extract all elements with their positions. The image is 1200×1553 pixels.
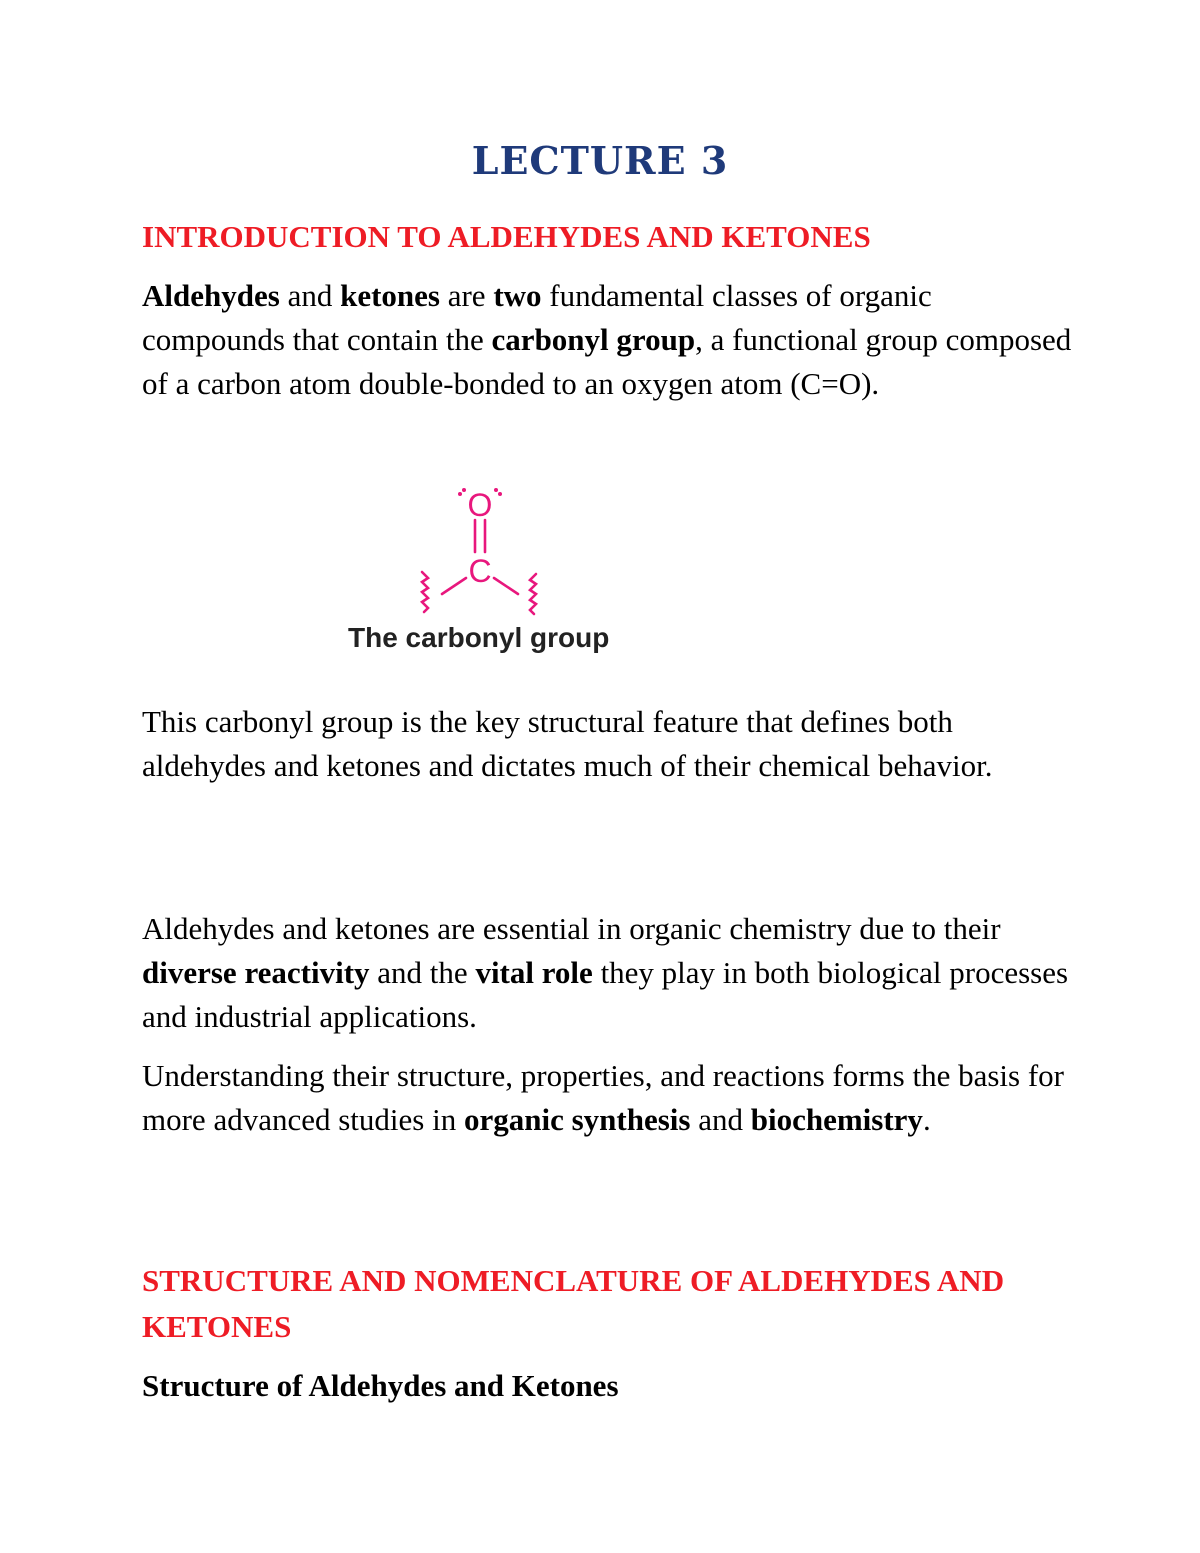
structure-subheading: Structure of Aldehydes and Ketones (142, 1368, 619, 1403)
lone-pair-dot (498, 492, 502, 496)
lone-pair-dot (462, 488, 466, 492)
intro-heading: INTRODUCTION TO ALDEHYDES AND KETONES (142, 219, 871, 254)
term-aldehydes: Aldehydes (142, 278, 280, 313)
lone-pair-dot (494, 488, 498, 492)
importance-paragraph (142, 907, 1072, 1039)
understanding-paragraph (142, 1054, 1072, 1142)
carbon-atom-label: C (468, 553, 492, 589)
term-diverse-reactivity: diverse reactivity (142, 955, 370, 990)
term-two: two (493, 278, 542, 313)
left-wavy-substituent (422, 572, 428, 612)
text-run: and (279, 278, 341, 313)
text-run: and (690, 1102, 751, 1137)
left-single-bond (442, 578, 466, 594)
text-run: and the (369, 955, 476, 990)
text-run: . (922, 1102, 931, 1137)
right-wavy-substituent (530, 574, 536, 614)
carbonyl-group-figure (340, 478, 660, 668)
term-ketones: ketones (340, 278, 440, 313)
carbonyl-structure-diagram (340, 478, 660, 618)
term-biochemistry: biochemistry (750, 1102, 923, 1137)
structure-heading: STRUCTURE AND NOMENCLATURE OF ALDEHYDES AND KETONES (142, 1263, 1005, 1344)
text-run: fundamental classes of organic compounds that contain the (142, 278, 932, 357)
carbonyl-paragraph: This carbonyl group is the key structural feature that defines both aldehydes and ketones and dictates much of their chemical behavior. (142, 704, 993, 783)
text-run: Understanding their structure, properties, and reactions forms the basis for more advanced studies in (142, 1058, 1064, 1137)
text-run: they play in both biological processes and industrial applications. (142, 955, 1069, 1034)
lecture-title: LECTURE 3 (471, 138, 729, 183)
right-single-bond (494, 578, 518, 594)
term-organic-synthesis: organic synthesis (463, 1102, 691, 1137)
term-carbonyl-group: carbonyl group (491, 322, 696, 357)
text-run: , a functional group composed of a carbon atom double-bonded to an oxygen atom (C=O). (142, 322, 1072, 401)
text-run: Aldehydes and ketones are essential in organic chemistry due to their (142, 911, 1001, 946)
oxygen-atom-label: O (467, 487, 493, 523)
lone-pair-dot (458, 492, 462, 496)
text-run: are (439, 278, 494, 313)
figure-caption: The carbonyl group (348, 622, 610, 653)
intro-paragraph (142, 274, 1072, 406)
term-vital-role: vital role (475, 955, 593, 990)
